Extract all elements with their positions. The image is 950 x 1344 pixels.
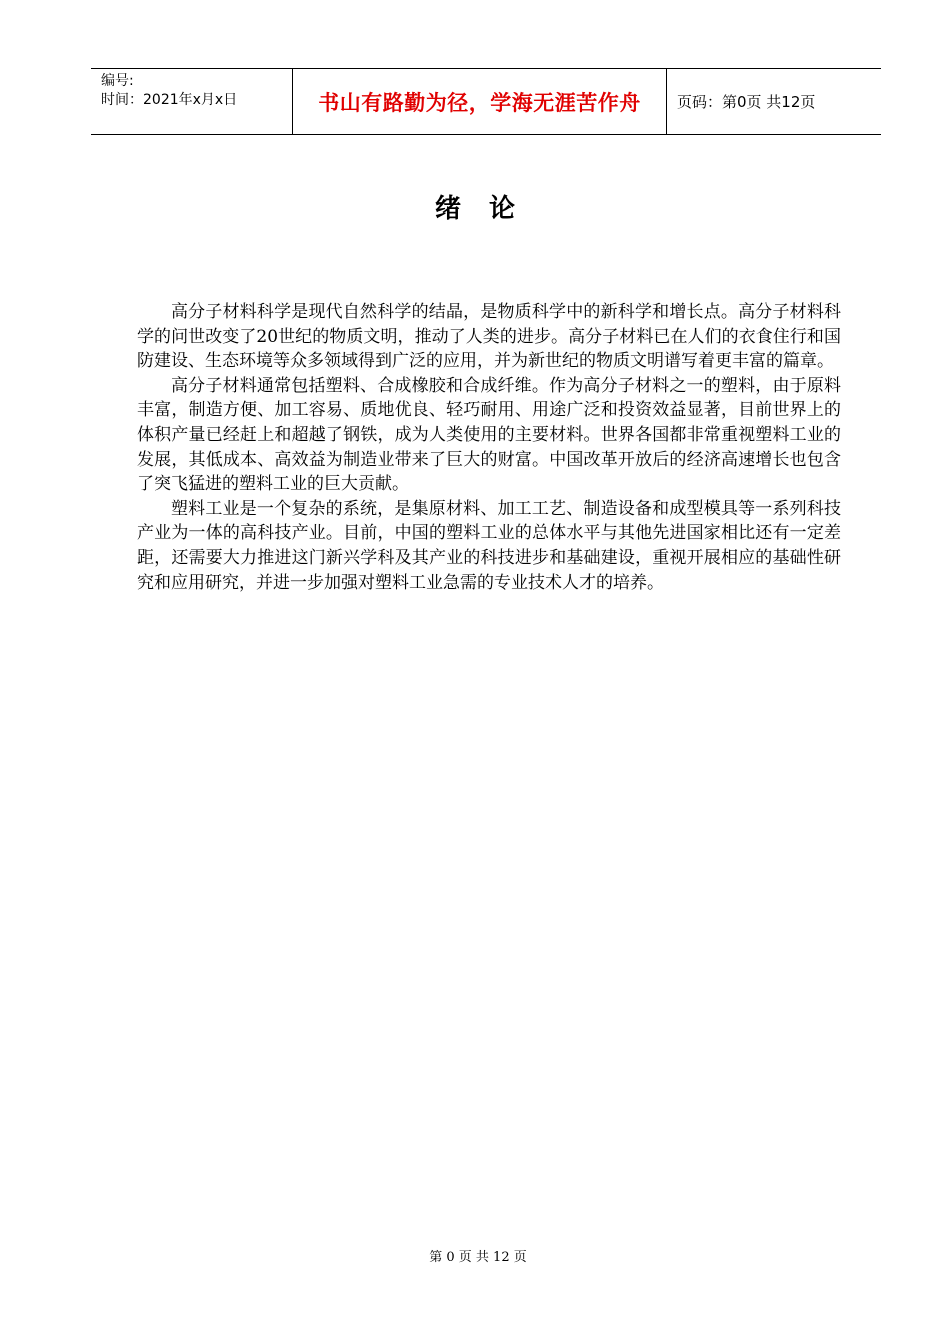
document-header <box>91 68 881 135</box>
document-time-label: 时间：2021年x月x日 <box>101 92 238 108</box>
page-title: 绪论 <box>434 194 543 224</box>
header-motto: 书山有路勤为径，学海无涯苦作舟 <box>318 90 641 115</box>
paragraph: 高分子材料通常包括塑料、合成橡胶和合成纤维。作为高分子材料之一的塑料，由于原料丰富，制造方便、加工容易、质地优良、轻巧耐用、用途广泛和投资效益显著，目前世界上的体积产量已经赶上和超越了钢铁，成为人类使用的主要材料。世界各国都非常重视塑料工业的发展，其低成本、高效益为制造业带来了巨大的财富。中国改革开放后的经济高速增长也包含了突飞猛进的塑料工业的巨大贡献。 <box>137 375 841 495</box>
document-number-label: 编号: <box>101 73 134 89</box>
paragraph: 塑料工业是一个复杂的系统，是集原材料、加工工艺、制造设备和成型模具等一系列科技产业为一体的高科技产业。目前，中国的塑料工业的总体水平与其他先进国家相比还有一定差距，还需要大力推进这门新兴学科及其产业的科技进步和基础建设，重视开展相应的基础性研究和应用研究，并进一步加强对塑料工业急需的专业技术人才的培养。 <box>137 498 841 593</box>
paragraph: 高分子材料科学是现代自然科学的结晶，是物质科学中的新科学和增长点。高分子材料科学的问世改变了20世纪的物质文明，推动了人类的进步。高分子材料已在人们的衣食住行和国防建设、生态环境等众多领域得到广泛的应用，并为新世纪的物质文明谱写着更丰富的篇章。 <box>137 302 841 372</box>
header-page-cell <box>667 69 881 134</box>
header-meta-cell <box>91 69 293 134</box>
footer-page-number: 第 0 页 共 12 页 <box>429 1250 527 1265</box>
page-footer <box>0 1246 950 1265</box>
body-text <box>137 300 841 595</box>
header-motto-cell <box>293 69 667 134</box>
header-page-info: 页码：第0页 共12页 <box>677 93 816 111</box>
